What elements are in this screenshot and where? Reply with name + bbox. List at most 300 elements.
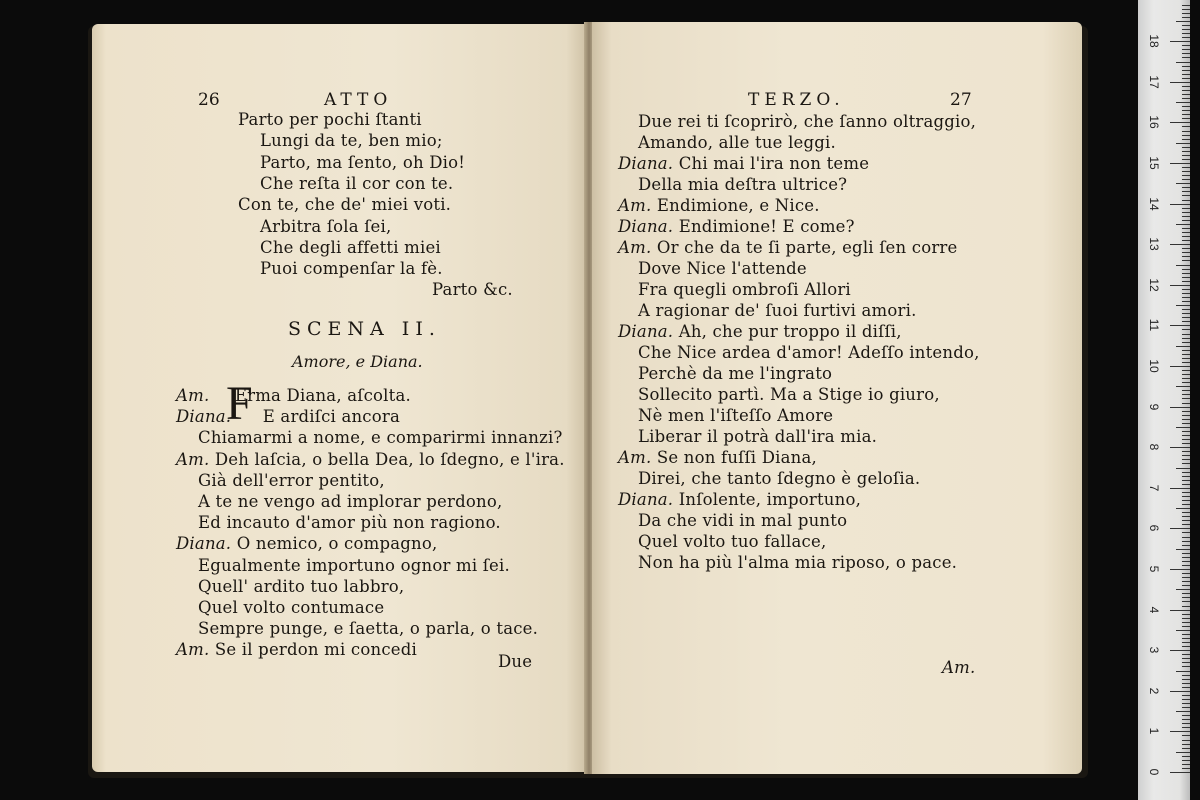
ruler-tick [1182, 541, 1190, 542]
ruler-number: 2 [1147, 687, 1161, 695]
ruler-tick [1182, 597, 1190, 598]
ruler-tick [1170, 610, 1190, 611]
ruler-tick [1176, 386, 1190, 387]
ruler-tick [1182, 216, 1190, 217]
ruler-tick [1182, 159, 1190, 160]
verse-line [176, 640, 417, 659]
line-text: Da che vidi in mal punto [638, 511, 848, 530]
ruler-tick [1176, 752, 1190, 753]
ruler-number: 11 [1147, 319, 1161, 332]
line-text: Quel volto tuo fallace, [638, 532, 827, 551]
ruler-tick [1182, 236, 1190, 237]
verse-line [260, 131, 443, 150]
ruler-tick [1170, 447, 1190, 448]
ruler-tick [1170, 691, 1190, 692]
ruler-tick [1182, 411, 1190, 412]
line-text: E ardiſci ancora [262, 407, 401, 427]
line-text: Perchè da me l'ingrato [638, 364, 833, 383]
ruler-tick [1182, 748, 1190, 749]
ruler-number: 12 [1147, 278, 1161, 292]
line-text: Se il perdon mi concedi [214, 640, 417, 660]
ruler-tick [1182, 593, 1190, 594]
line-text: Due rei ti ſcoprirò, che ſanno oltraggio, [638, 112, 977, 131]
ruler-tick [1182, 455, 1190, 456]
ruler-tick [1182, 281, 1190, 282]
ruler-tick [1182, 70, 1190, 71]
verse-line [198, 471, 385, 490]
ruler-tick [1182, 289, 1190, 290]
left-page [92, 24, 586, 772]
ruler-tick [1182, 512, 1190, 513]
ruler-tick [1182, 309, 1190, 310]
verse-line [638, 469, 920, 488]
ruler-tick [1182, 5, 1190, 6]
ruler-tick [1176, 346, 1190, 347]
ruler-tick [1182, 695, 1190, 696]
ruler-tick [1182, 626, 1190, 627]
ruler-tick [1182, 301, 1190, 302]
ruler-tick [1182, 532, 1190, 533]
line-text: Sollecito partì. Ma a Stige io giuro, [638, 385, 940, 404]
spacer [209, 386, 214, 405]
ruler-tick [1182, 683, 1190, 684]
ruler-number: 17 [1147, 75, 1161, 89]
right-page [592, 22, 1082, 774]
ruler-tick [1182, 171, 1190, 172]
ruler-tick [1182, 358, 1190, 359]
ruler-tick [1170, 650, 1190, 651]
ruler-tick [1182, 106, 1190, 107]
ruler-number: 15 [1147, 156, 1161, 170]
line-text: A ragionar de' ſuoi furtivi amori. [638, 301, 917, 320]
line-text: Quel volto contumace [198, 598, 385, 617]
ruler-tick [1182, 78, 1190, 79]
ruler-tick [1182, 147, 1190, 148]
line-text: Che Nice ardea d'amor! Adeſſo intendo, [638, 343, 980, 362]
line-text: Fra quegli ombroſi Allori [638, 280, 851, 299]
verse-line [618, 490, 861, 509]
ruler-tick [1182, 187, 1190, 188]
verse-line [238, 110, 422, 129]
line-text: Parto &c. [432, 280, 513, 300]
ruler-tick [1170, 528, 1190, 529]
ruler-tick [1182, 614, 1190, 615]
ruler-tick [1176, 549, 1190, 550]
ruler-tick [1170, 772, 1190, 773]
ruler-tick [1182, 240, 1190, 241]
verse-line [198, 598, 384, 617]
ruler-tick [1182, 382, 1190, 383]
ruler-number: 7 [1147, 484, 1161, 492]
line-text: Lungi da te, ben mio; [260, 131, 443, 151]
line-text: Liberar il potrà dall'ira mia. [638, 427, 878, 446]
ruler-tick [1182, 492, 1190, 493]
ruler-tick [1182, 565, 1190, 566]
ruler-tick [1170, 41, 1190, 42]
ruler-tick [1170, 325, 1190, 326]
ruler-tick [1182, 634, 1190, 635]
ruler-tick [1182, 520, 1190, 521]
running-head-right: TERZO. [748, 90, 845, 110]
ruler-tick [1182, 585, 1190, 586]
ruler-tick [1170, 285, 1190, 286]
ruler-tick [1182, 581, 1190, 582]
verse-line [238, 195, 451, 214]
ruler-number: 0 [1147, 768, 1161, 776]
ruler-tick [1182, 443, 1190, 444]
ruler-tick [1170, 122, 1190, 123]
line-text: Parto per pochi ſtanti [238, 110, 422, 129]
verse-line [638, 175, 847, 194]
speaker-label: Am. [176, 449, 210, 469]
ruler-tick [1182, 45, 1190, 46]
ruler-number: 6 [1147, 525, 1161, 532]
ruler-tick [1176, 711, 1190, 712]
ruler-tick [1182, 662, 1190, 663]
ruler-tick [1182, 606, 1190, 607]
ruler-tick [1170, 366, 1190, 367]
line-text: Endimione, e Nice. [656, 196, 820, 215]
ruler-tick [1182, 390, 1190, 391]
ruler-tick [1182, 260, 1190, 261]
line-text: Ed incauto d'amor più non ragiono. [198, 513, 501, 533]
catchword-right: Am. [942, 658, 976, 677]
ruler-tick [1182, 524, 1190, 525]
ruler-tick [1182, 139, 1190, 140]
ruler-tick [1182, 439, 1190, 440]
speaker-label: Diana. [618, 154, 674, 173]
ruler-tick [1182, 666, 1190, 667]
line-text: Con te, che de' miei voti. [238, 195, 452, 215]
verse-line [638, 532, 826, 551]
verse-line [638, 553, 957, 572]
ruler-tick [1182, 415, 1190, 416]
verse-line [618, 322, 902, 341]
line-text: Non ha più l'alma mia riposo, o pace. [638, 553, 958, 572]
ruler-tick [1176, 224, 1190, 225]
ruler-tick [1182, 573, 1190, 574]
ruler-tick [1182, 273, 1190, 274]
ruler-tick [1182, 476, 1190, 477]
verse-line [618, 154, 869, 173]
ruler-tick [1170, 244, 1190, 245]
scene-title: SCENA II. [288, 318, 441, 340]
line-text: Chiamarmi a nome, e comparirmi innanzi? [198, 428, 563, 448]
ruler-tick [1182, 768, 1190, 769]
ruler-tick [1182, 269, 1190, 270]
verse-line [260, 259, 443, 278]
scene-subtitle: Amore, e Diana. [292, 352, 423, 371]
ruler-tick [1182, 537, 1190, 538]
ruler-tick [1182, 577, 1190, 578]
ruler-tick [1182, 374, 1190, 375]
ruler-tick [1182, 735, 1190, 736]
line-text: Or che da te ſi parte, egli ſen corre [656, 238, 958, 257]
ruler-tick [1176, 671, 1190, 672]
verse-line [638, 406, 833, 425]
drop-cap: F [226, 377, 253, 430]
ruler-tick [1182, 398, 1190, 399]
line-text: Deh laſcia, o bella Dea, lo ſdegno, e l'ira. [214, 449, 565, 469]
ruler-tick [1170, 82, 1190, 83]
ruler-tick [1182, 220, 1190, 221]
ruler-tick [1182, 459, 1190, 460]
ruler-tick [1182, 675, 1190, 676]
line-text: Se non fuſſi Diana, [656, 448, 817, 467]
ruler-number: 1 [1147, 728, 1161, 735]
verse-line [198, 492, 502, 511]
ruler-tick [1182, 431, 1190, 432]
ruler-tick [1182, 419, 1190, 420]
ruler-tick [1170, 204, 1190, 205]
ruler-tick [1182, 212, 1190, 213]
line-text: Inſolente, importuno, [678, 490, 862, 509]
ruler-tick [1182, 760, 1190, 761]
ruler-tick [1176, 589, 1190, 590]
ruler-tick [1182, 362, 1190, 363]
ruler-tick [1170, 488, 1190, 489]
ruler-number: 4 [1147, 606, 1161, 613]
ruler-tick [1182, 110, 1190, 111]
verse-line [176, 407, 400, 426]
ruler-tick [1176, 21, 1190, 22]
page-number-left: 26 [198, 90, 220, 110]
ruler-tick [1182, 191, 1190, 192]
ruler-tick [1182, 354, 1190, 355]
ruler-tick [1182, 472, 1190, 473]
ruler-tick [1182, 350, 1190, 351]
speaker-label: Diana. [176, 407, 232, 427]
ruler-tick [1182, 496, 1190, 497]
verse-line [638, 112, 976, 131]
verse-line [618, 238, 957, 257]
ruler-tick [1182, 131, 1190, 132]
ruler-tick [1182, 687, 1190, 688]
ruler-tick [1170, 569, 1190, 570]
ruler-tick [1182, 90, 1190, 91]
ruler-tick [1182, 252, 1190, 253]
ruler-tick [1182, 764, 1190, 765]
ruler-number: 9 [1147, 403, 1161, 410]
ruler-tick [1182, 321, 1190, 322]
ruler-tick [1182, 135, 1190, 136]
ruler-tick [1182, 715, 1190, 716]
ruler-tick [1182, 463, 1190, 464]
ruler-tick [1182, 53, 1190, 54]
ruler-tick [1170, 163, 1190, 164]
verse-line [260, 217, 391, 236]
ruler-tick [1182, 167, 1190, 168]
verse-line [638, 301, 917, 320]
ruler-tick [1182, 29, 1190, 30]
ruler-tick [1182, 601, 1190, 602]
ruler-tick [1182, 740, 1190, 741]
line-text: Della mia deſtra ultrice? [638, 175, 848, 194]
catchword-left: Due [498, 652, 533, 671]
ruler-tick [1182, 378, 1190, 379]
ruler-tick [1176, 630, 1190, 631]
ruler-tick [1182, 642, 1190, 643]
ruler-tick [1182, 484, 1190, 485]
ruler-tick [1182, 504, 1190, 505]
ruler-tick [1182, 342, 1190, 343]
verse-line [176, 534, 437, 553]
ruler-tick [1182, 329, 1190, 330]
ruler-tick [1182, 403, 1190, 404]
speaker-label: Diana. [618, 490, 674, 509]
ruler-number: 10 [1147, 359, 1161, 373]
verse-line [176, 386, 411, 405]
ruler-tick [1182, 195, 1190, 196]
verse-line [618, 217, 855, 236]
ruler-tick [1176, 183, 1190, 184]
line-text: Egualmente importuno ognor mi ſei. [198, 555, 510, 575]
ruler-tick [1182, 451, 1190, 452]
speaker-label: Am. [618, 238, 652, 257]
ruler-tick [1182, 646, 1190, 647]
line-text: Parto, ma ſento, oh Dio! [260, 152, 466, 172]
ruler-tick [1176, 265, 1190, 266]
verse-line [260, 174, 453, 193]
running-head-left: ATTO [324, 90, 393, 110]
ruler-tick [1182, 317, 1190, 318]
verse-line [618, 448, 817, 467]
ruler-tick [1176, 62, 1190, 63]
verse-line [638, 280, 851, 299]
ruler-tick [1182, 49, 1190, 50]
ruler-number: 5 [1147, 565, 1161, 573]
ruler-tick [1182, 313, 1190, 314]
ruler-tick [1182, 338, 1190, 339]
ruler-tick [1182, 516, 1190, 517]
line-text: Che reſta il cor con te. [260, 173, 454, 193]
line-text: Erma Diana, aſcolta. [234, 386, 411, 405]
ruler-tick [1182, 175, 1190, 176]
ruler-tick [1182, 74, 1190, 75]
verse-line [176, 450, 565, 469]
verse-line [198, 428, 563, 447]
ruler-tick [1182, 545, 1190, 546]
ruler-tick [1182, 248, 1190, 249]
ruler-tick [1182, 500, 1190, 501]
ruler-tick [1182, 17, 1190, 18]
ruler-tick [1182, 118, 1190, 119]
speaker-label: Diana. [618, 322, 674, 341]
page-number-right: 27 [950, 90, 972, 110]
line-text: A te ne vengo ad implorar perdono, [198, 492, 503, 511]
ruler-tick [1182, 33, 1190, 34]
line-text: Che degli affetti miei [260, 237, 441, 257]
ruler-tick [1182, 293, 1190, 294]
verse-line [260, 238, 441, 257]
ruler-tick [1182, 699, 1190, 700]
ruler-tick [1182, 394, 1190, 395]
ruler-tick [1182, 423, 1190, 424]
verse-line [198, 619, 538, 638]
ruler-tick [1182, 679, 1190, 680]
line-text: Endimione! E come? [678, 217, 855, 236]
verse-line [638, 427, 877, 446]
speaker-label: Am. [618, 448, 652, 467]
speaker-label: Am. [176, 386, 210, 405]
ruler-tick [1182, 297, 1190, 298]
ruler-number: 18 [1147, 34, 1161, 48]
ruler-tick [1182, 553, 1190, 554]
ruler-tick [1182, 658, 1190, 659]
ruler-tick [1182, 86, 1190, 87]
ruler-tick [1182, 277, 1190, 278]
ruler-tick [1176, 102, 1190, 103]
line-text: Sempre punge, e ſaetta, o parla, o tace. [198, 619, 539, 639]
ruler-tick [1170, 407, 1190, 408]
ruler-tick [1182, 557, 1190, 558]
ruler-tick [1182, 756, 1190, 757]
line-text: Ah, che pur troppo il diſſi, [678, 322, 902, 341]
ruler-tick [1182, 723, 1190, 724]
line-text: Quell' ardito tuo labbro, [198, 576, 405, 596]
verse-line [638, 343, 980, 362]
ruler-number: 8 [1147, 443, 1161, 451]
verse-line [638, 364, 832, 383]
verse-line [638, 133, 836, 152]
ruler-tick [1182, 435, 1190, 436]
ruler-tick [1182, 370, 1190, 371]
ruler-tick [1182, 200, 1190, 201]
ruler-tick [1182, 703, 1190, 704]
ruler-tick [1182, 334, 1190, 335]
line-text: Amando, alle tue leggi. [638, 133, 836, 152]
ruler-tick [1182, 179, 1190, 180]
ruler-tick [1176, 468, 1190, 469]
speaker-label: Diana. [176, 534, 232, 554]
ruler-tick [1182, 727, 1190, 728]
verse-line [198, 513, 501, 532]
line-text: Già dell'error pentito, [198, 470, 385, 490]
ruler-tick [1182, 707, 1190, 708]
measuring-ruler [1138, 0, 1190, 800]
ruler-tick [1182, 155, 1190, 156]
ruler-tick [1182, 618, 1190, 619]
ruler-tick [1176, 305, 1190, 306]
verse-line [198, 556, 510, 575]
ruler-tick [1182, 114, 1190, 115]
line-text: O nemico, o compagno, [236, 534, 438, 554]
verse-line [618, 196, 820, 215]
line-text: Chi mai l'ira non teme [678, 154, 870, 173]
verse-line [198, 577, 404, 596]
ruler-tick [1176, 427, 1190, 428]
verse-line [638, 511, 847, 530]
ruler-tick [1182, 98, 1190, 99]
verse-line [432, 280, 513, 299]
ruler-tick [1182, 208, 1190, 209]
ruler-tick [1182, 744, 1190, 745]
ruler-tick [1182, 228, 1190, 229]
ruler-number: 16 [1147, 115, 1161, 130]
ruler-tick [1182, 37, 1190, 38]
ruler-tick [1182, 561, 1190, 562]
ruler-tick [1182, 57, 1190, 58]
ruler-tick [1182, 638, 1190, 639]
line-text: Arbitra ſola ſei, [260, 216, 392, 236]
ruler-tick [1182, 654, 1190, 655]
line-text: Direi, che tanto ſdegno è geloſia. [638, 469, 921, 488]
ruler-tick [1182, 719, 1190, 720]
speaker-label: Diana. [618, 217, 674, 236]
verse-line [260, 153, 465, 172]
ruler-tick [1182, 256, 1190, 257]
ruler-number: 13 [1147, 237, 1161, 251]
